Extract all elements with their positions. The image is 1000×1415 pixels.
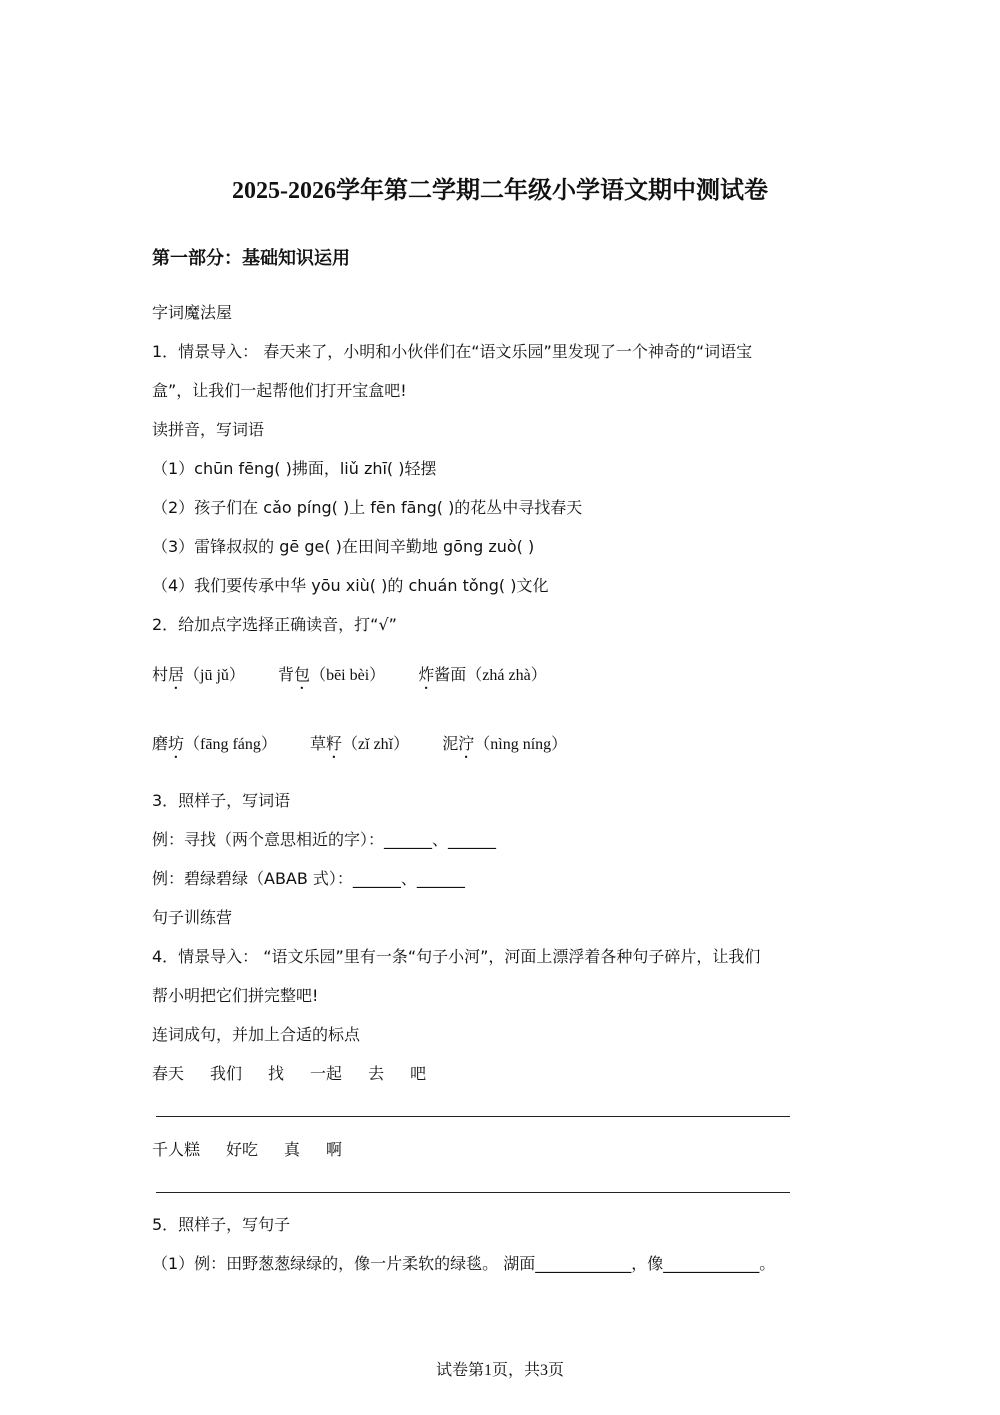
- section2-heading: 句子训练营: [152, 908, 233, 927]
- q2-choice: [442, 731, 567, 762]
- q2-word-pre: 背: [278, 665, 295, 684]
- q4-word: 去: [368, 1064, 385, 1083]
- q4-word: 啊: [326, 1140, 343, 1159]
- q2-choice: [278, 662, 385, 693]
- q2-row-2: [152, 731, 595, 762]
- q2-word-pre: 草: [310, 734, 327, 753]
- q2-word-pre: 磨: [152, 734, 169, 753]
- q4-word: 一起: [310, 1064, 343, 1083]
- q4-word: 吧: [410, 1064, 427, 1083]
- q4-word: 我们: [210, 1064, 243, 1083]
- q3-example-1: 例：寻找（两个意思相近的字）：______、______: [152, 830, 497, 849]
- q2-row-1: [152, 662, 575, 693]
- exam-title: 2025-2026学年第二学期二年级小学语文期中测试卷: [232, 178, 768, 204]
- q2-dotted-char: 籽: [326, 734, 343, 753]
- q1-instruction: 读拼音，写词语: [152, 420, 265, 439]
- q2-choice: [418, 662, 546, 693]
- q2-dotted-char: 包: [294, 665, 311, 684]
- q2-word-pre: 泥: [442, 734, 459, 753]
- part1-heading: 第一部分：基础知识运用: [152, 248, 350, 269]
- q1-intro-line2: 盒”，让我们一起帮他们打开宝盒吧!: [152, 381, 407, 400]
- q2-dotted-char: 居: [168, 665, 185, 684]
- q4-answer-line-1[interactable]: [156, 1116, 790, 1117]
- q1-item-3: （3）雷锋叔叔的 gē ge( )在田间辛勤地 gōng zuò( ): [152, 537, 535, 556]
- q3-example-2: 例：碧绿碧绿（ABAB 式）：______、______: [152, 869, 465, 888]
- q1-intro-line1: 1．情景导入： 春天来了，小明和小伙伴们在“语文乐园”里发现了一个神奇的“词语宝: [152, 342, 753, 361]
- section1-heading: 字词魔法屋: [152, 303, 233, 322]
- q4-instruction: 连词成句，并加上合适的标点: [152, 1025, 361, 1044]
- q2-word-pre: 村: [152, 665, 169, 684]
- q2-pinyin-options: （zǐ zhǐ）: [342, 736, 410, 753]
- q2-dotted-char: 炸: [418, 665, 435, 684]
- q5-heading: 5．照样子，写句子: [152, 1215, 291, 1234]
- q4-words-row-1: [152, 1061, 426, 1084]
- q2-dotted-char: 坊: [168, 734, 185, 753]
- q2-dotted-char: 泞: [458, 734, 475, 753]
- q3-heading: 3．照样子，写词语: [152, 791, 291, 810]
- q1-item-1: （1）chūn fēng( )拂面，liǔ zhī( )轻摆: [152, 459, 437, 478]
- q2-pinyin-options: （fāng fáng）: [184, 736, 277, 753]
- q2-heading: 2．给加点字选择正确读音，打“√”: [152, 615, 397, 634]
- q4-word: 真: [284, 1140, 301, 1159]
- q4-words-row-2: [152, 1137, 342, 1160]
- q2-choice: [310, 731, 409, 762]
- q2-pinyin-options: （jū jǔ）: [184, 667, 245, 684]
- q2-choice: [152, 662, 245, 693]
- q1-item-2: （2）孩子们在 cǎo píng( )上 fēn fāng( )的花丛中寻找春天: [152, 498, 583, 517]
- q2-pinyin-options: （nìng níng）: [474, 736, 568, 753]
- q2-word-post: 酱面: [434, 665, 467, 684]
- q5-item-1: （1）例：田野葱葱绿绿的，像一片柔软的绿毯。 湖面____________，像____________。: [152, 1254, 776, 1273]
- q4-word: 千人糕: [152, 1140, 201, 1159]
- q4-word: 找: [268, 1064, 285, 1083]
- q4-intro-line1: 4．情景导入： “语文乐园”里有一条“句子小河”，河面上漂浮着各种句子碎片，让我们: [152, 947, 761, 966]
- q4-word: 好吃: [226, 1140, 259, 1159]
- q2-choice: [152, 731, 277, 762]
- q2-pinyin-options: （zhá zhà）: [466, 667, 547, 684]
- page-footer: 试卷第1页，共3页: [435, 1362, 564, 1379]
- q4-word: 春天: [152, 1064, 185, 1083]
- q4-intro-line2: 帮小明把它们拼完整吧!: [152, 986, 319, 1005]
- q4-answer-line-2[interactable]: [156, 1192, 790, 1193]
- q1-item-4: （4）我们要传承中华 yōu xiù( )的 chuán tǒng( )文化: [152, 576, 549, 595]
- q2-pinyin-options: （bēi bèi）: [310, 667, 386, 684]
